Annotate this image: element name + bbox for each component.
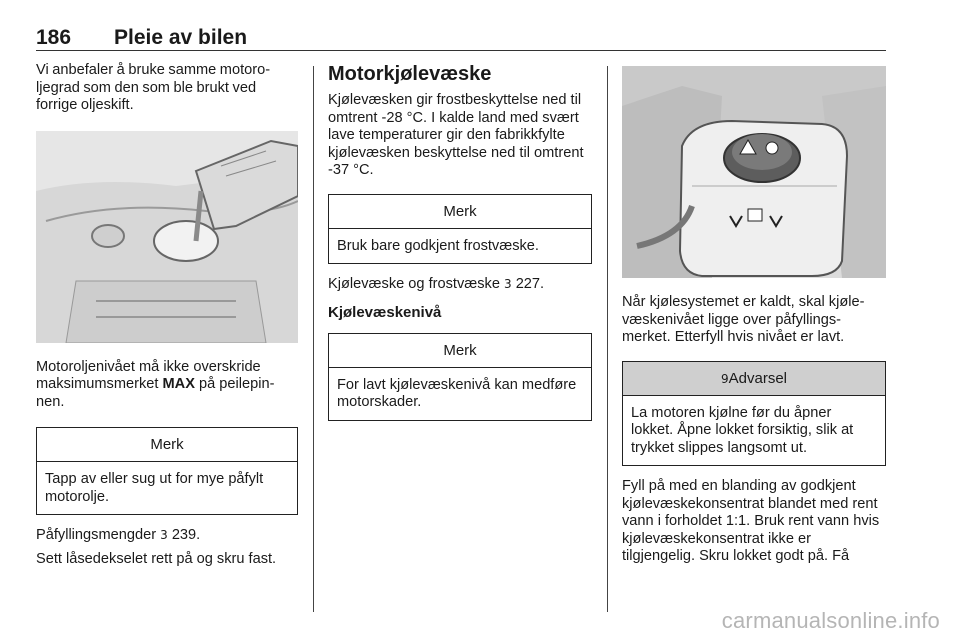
column-1 (36, 62, 298, 568)
oil-bottle-illustration (36, 131, 298, 343)
chapter-title: Pleie av bilen (114, 26, 248, 49)
page-number: 186 (36, 26, 72, 49)
max-mark-label: MAX (162, 376, 195, 392)
section-title: Motorkjølevæske (328, 63, 492, 85)
coolant-reservoir-image (622, 66, 886, 278)
watermark: carmanualsonline.info (721, 608, 940, 633)
column-divider-2 (607, 66, 608, 612)
header-rule (36, 50, 886, 51)
cold-level-paragraph: Når kjølesystemet er kaldt, skal kjøle- væskenivået ligge over påfyllings- merket. Etterfyll hvis nivået er lavt. (622, 294, 865, 345)
intro-paragraph: Vi anbefaler å bruke samme motoro- ljegrad som den som ble brukt ved forrige oljeskift. (36, 62, 271, 113)
note-title: Merk (329, 195, 591, 229)
note-text: Bruk bare godkjent frostvæske. (337, 237, 539, 254)
warning-box (622, 361, 886, 467)
fill-mixture-paragraph: Fyll på med en blanding av godkjent kjølevæskekonsentrat blandet med rent vann i forholdet 1:1. Bruk rent vann hvis kjølevæskekonsentrat ikke er tilgjengelig. Skru lokket godt på. Få (622, 478, 880, 564)
note-text: Tapp av eller sug ut for mye påfylt motorolje. (45, 471, 264, 505)
column-2 (328, 62, 592, 421)
coolant-intro-paragraph: Kjølevæsken gir frostbeskyttelse ned til omtrent -28 °C. I kalde land med svært lave temperaturer gir den fabrikkfylte kjølevæsken beskyttelse ned til omtrent -37 °C. (328, 92, 584, 178)
page-reference-icon: 3 (504, 277, 512, 291)
page-header (36, 26, 886, 52)
page-reference-link[interactable]: 227. (511, 276, 545, 292)
page-reference-link[interactable]: 239. (167, 527, 201, 543)
subsection-title: Kjølevæskenivå (328, 303, 442, 321)
column-divider-1 (313, 66, 314, 612)
cap-paragraph: Sett låsedekselet rett på og skru fast. (36, 550, 277, 567)
note-text: For lavt kjølevæskenivå kan medføre motorskader. (337, 376, 577, 410)
note-box (36, 427, 298, 515)
note-box (328, 194, 592, 265)
note-title: Merk (37, 428, 297, 462)
note-box (328, 333, 592, 421)
oil-level-paragraph: Motoroljenivået må ikke overskride maksimumsmerket MAX på peilepin- nen. (36, 358, 275, 410)
coolant-reference-paragraph: Kjølevæske og frostvæske 3 227. (328, 276, 545, 292)
warning-triangle-icon: 9 (721, 371, 729, 386)
warning-text: La motoren kjølne før du åpner lokket. Åpne lokket forsiktig, slik at trykket slippes langsomt ut. (631, 404, 854, 456)
engine-oil-filling-image (36, 131, 298, 343)
page-reference-icon: 3 (160, 528, 168, 542)
coolant-reservoir-illustration (622, 66, 886, 278)
column-3 (622, 62, 886, 566)
warning-title: 9Advarsel (623, 362, 885, 396)
note-title: Merk (329, 334, 591, 368)
fill-quantity-paragraph: Påfyllingsmengder 3 239. (36, 527, 201, 543)
